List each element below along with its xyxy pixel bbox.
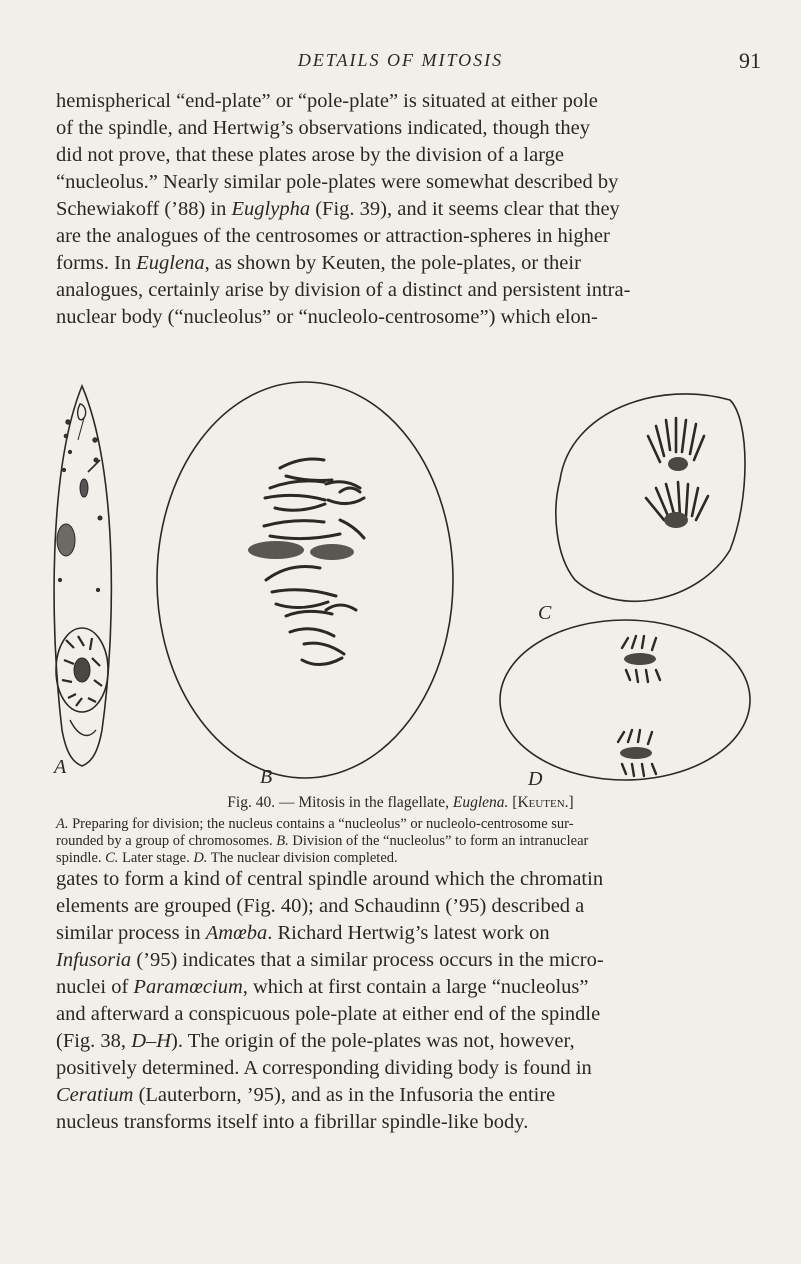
page-number: 91 — [739, 48, 761, 73]
cell-b-outline — [157, 382, 453, 778]
running-head: DETAILS OF MITOSIS — [297, 50, 504, 70]
text-line: (Fig. 38, D–H). The origin of the pole-plates was not, however, — [56, 1030, 575, 1052]
cell-a-outline — [54, 386, 111, 766]
text-line: Infusoria (’95) indicates that a similar process occurs in the micro- — [56, 949, 604, 971]
text-line: forms. In Euglena, as shown by Keuten, the pole-plates, or their — [56, 252, 581, 274]
text-line: gates to form a kind of central spindle around which the chromatin — [56, 868, 604, 890]
text-line: positively determined. A corresponding dividing body is found in — [56, 1057, 592, 1079]
text-line: are the analogues of the centrosomes or attraction-spheres in higher — [56, 225, 610, 247]
text-line: and afterward a conspicuous pole-plate at either end of the spindle — [56, 1003, 601, 1025]
figure-caption-body — [56, 816, 771, 867]
text-line: elements are grouped (Fig. 40); and Schaudinn (’95) described a — [56, 895, 585, 917]
text-line: of the spindle, and Hertwig’s observations indicated, though they — [56, 117, 591, 139]
figure-euglena-mitosis — [40, 380, 780, 790]
text-line: similar process in Amœba. Richard Hertwig’s latest work on — [56, 922, 550, 944]
figure-illustration — [40, 380, 780, 790]
page-header — [0, 50, 801, 80]
text-line: nuclei of Paramœcium, which at first contain a large “nucleolus” — [56, 976, 589, 998]
text-line: Ceratium (Lauterborn, ’95), and as in the Infusoria the entire — [56, 1084, 556, 1106]
panel-label-c: C — [538, 602, 552, 624]
bottom-paragraph — [56, 866, 771, 1136]
text-line: analogues, certainly arise by division of a distinct and persistent intra- — [56, 279, 631, 301]
text-line: hemispherical “end-plate” or “pole-plate” is situated at either pole — [56, 90, 598, 112]
text-line: did not prove, that these plates arose by the division of a large — [56, 144, 565, 166]
caption-line: rounded by a group of chromosomes. B. Division of the “nucleolus” to form an intranuclear — [56, 833, 589, 849]
top-paragraph — [56, 88, 771, 331]
caption-line: A. Preparing for division; the nucleus contains a “nucleolus” or nucleolo-centrosome sur- — [56, 816, 574, 832]
text-line: nucleus transforms itself into a fibrillar spindle-like body. — [56, 1111, 529, 1133]
cell-c-outline — [556, 394, 745, 601]
panel-label-d: D — [528, 768, 543, 790]
panel-label-b: B — [260, 766, 273, 788]
figure-caption-title: Fig. 40. — Mitosis in the flagellate, Euglena. [Keuten.] — [227, 794, 574, 811]
caption-line: spindle. C. Later stage. D. The nuclear division completed. — [56, 850, 398, 866]
text-line: nuclear body (“nucleolus” or “nucleolo-centrosome”) which elon- — [56, 306, 598, 328]
panel-label-a: A — [54, 756, 67, 778]
text-line: “nucleolus.” Nearly similar pole-plates were somewhat described by — [56, 171, 619, 193]
text-line: Schewiakoff (’88) in Euglypha (Fig. 39), and it seems clear that they — [56, 198, 620, 220]
